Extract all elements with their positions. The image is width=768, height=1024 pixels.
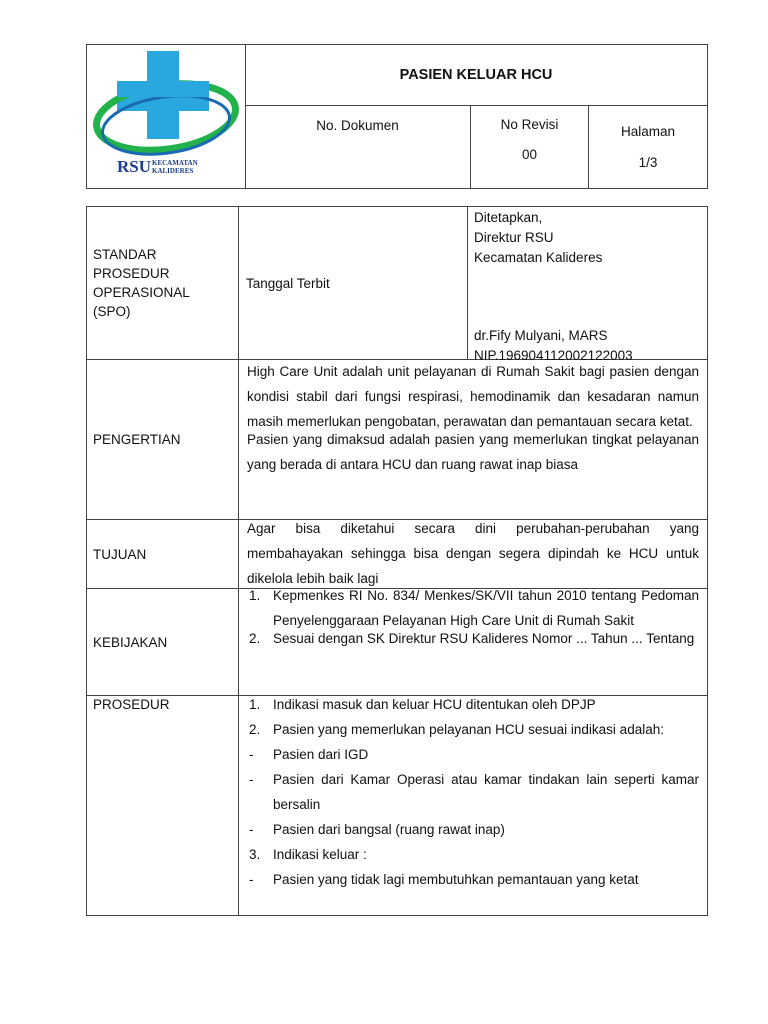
list-marker: - — [249, 872, 254, 887]
issue-date-cell — [240, 207, 468, 359]
spo-table — [86, 206, 708, 916]
page-cell — [589, 105, 707, 188]
list-item — [247, 842, 699, 867]
pengertian-content — [240, 359, 707, 519]
list-marker: 2. — [249, 631, 261, 646]
list-marker: 3. — [249, 847, 261, 862]
list-text: Pasien dari IGD — [273, 747, 369, 762]
list-text: Indikasi masuk dan keluar HCU ditentukan oleh DPJP — [273, 697, 596, 712]
logo-cell — [87, 45, 246, 188]
list-text: Pasien dari bangsal (ruang rawat inap) — [273, 822, 505, 837]
document-title: PASIEN KELUAR HCU — [245, 45, 707, 106]
pengertian-paragraph: Pasien yang dimaksud adalah pasien yang memerlukan tingkat pelayanan yang berada di antara HCU dan ruang rawat inap biasa — [247, 432, 699, 472]
kebijakan-content — [240, 583, 707, 695]
list-item — [247, 626, 699, 651]
page-value: 1/3 — [638, 155, 658, 170]
issue-date-label: Tanggal Terbit — [246, 275, 330, 291]
approval-line2: Direktur RSU — [474, 230, 554, 245]
list-text: Indikasi keluar : — [273, 847, 367, 862]
approval-cell — [469, 207, 707, 363]
document-number-label: No. Dokumen — [316, 118, 399, 133]
list-item — [247, 742, 699, 767]
list-item — [247, 717, 699, 742]
pengertian-label: PENGERTIAN — [87, 360, 239, 519]
logo-text-main: RSU — [117, 157, 152, 176]
revision-value: 00 — [521, 146, 538, 162]
pengertian-paragraph: High Care Unit adalah unit pelayanan di Rumah Sakit bagi pasien dengan kondisi stabil dari fungsi respirasi, hemodinamik dan kesadaran namun masih memerlukan pengobatan, perawatan dan pemantauan secara ketat. — [247, 364, 699, 429]
kebijakan-row — [87, 589, 707, 696]
spo-row — [87, 207, 707, 363]
tujuan-content — [240, 516, 707, 588]
document-header — [86, 44, 708, 189]
list-text: Pasien dari Kamar Operasi atau kamar tindakan lain seperti kamar bersalin — [273, 772, 699, 812]
pengertian-row — [87, 360, 707, 520]
list-item — [247, 817, 699, 842]
list-text: Kepmenkes RI No. 834/ Menkes/SK/VII tahun 2010 tentang Pedoman Penyelenggaraan Pelayanan High Care Unit di Rumah Sakit — [273, 588, 699, 628]
prosedur-label: PROSEDUR — [87, 696, 239, 915]
list-item — [247, 867, 699, 892]
tujuan-label: TUJUAN — [87, 520, 239, 588]
revision-label: No Revisi — [500, 117, 559, 132]
spo-label-line: PROSEDUR — [93, 266, 170, 281]
list-text: Pasien yang memerlukan pelayanan HCU sesuai indikasi adalah: — [273, 722, 664, 737]
logo-text-line2: KALIDERES — [152, 167, 194, 175]
list-text: Pasien yang tidak lagi membutuhkan pemantauan yang ketat — [273, 872, 639, 887]
tujuan-text: Agar bisa diketahui secara dini perubahan-perubahan yang membahayakan sehingga bisa dengan segera dipindah ke HCU untuk dikelola lebih baik lagi — [247, 521, 699, 586]
list-item — [247, 692, 699, 717]
kebijakan-label: KEBIJAKAN — [87, 589, 239, 695]
spo-label — [87, 207, 239, 359]
list-marker: - — [249, 822, 254, 837]
list-marker: - — [249, 747, 254, 762]
list-item — [247, 767, 699, 817]
revision-cell — [471, 105, 589, 188]
prosedur-content — [240, 692, 707, 915]
document-number-cell — [245, 105, 471, 188]
approval-name: dr.Fify Mulyani, MARS — [474, 328, 608, 343]
spo-label-line: (SPO) — [93, 304, 131, 319]
list-marker: 2. — [249, 722, 261, 737]
logo-text — [117, 157, 198, 177]
approval-line1: Ditetapkan, — [474, 210, 543, 225]
spo-label-line: OPERASIONAL — [93, 285, 190, 300]
list-marker: - — [249, 772, 254, 787]
spo-label-line: STANDAR — [93, 247, 157, 262]
list-marker: 1. — [249, 697, 261, 712]
tujuan-row — [87, 520, 707, 589]
page-label: Halaman — [620, 124, 676, 139]
approval-line3: Kecamatan Kalideres — [474, 250, 603, 265]
list-text: Sesuai dengan SK Direktur RSU Kalideres Nomor ... Tahun ... Tentang — [273, 631, 695, 646]
approval-nip: NIP.196904112002122003 — [474, 348, 633, 363]
logo-text-line1: KECAMATAN — [152, 159, 198, 167]
prosedur-row — [87, 696, 707, 915]
list-marker: 1. — [249, 588, 261, 603]
